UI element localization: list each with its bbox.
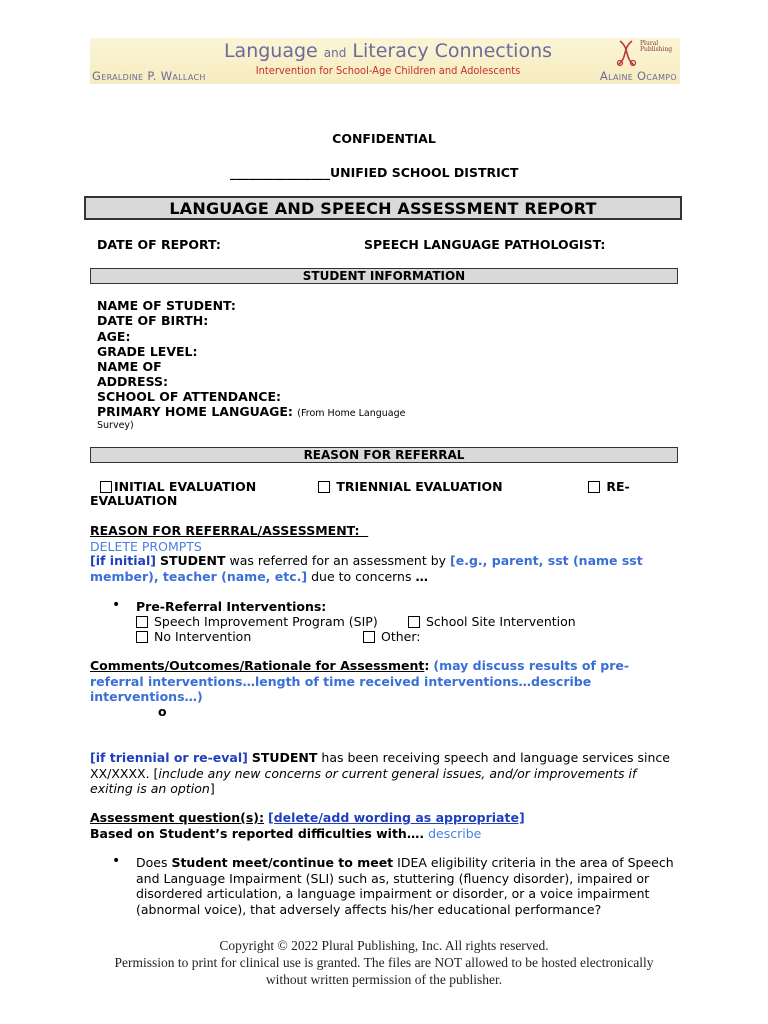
bullet: • (112, 853, 121, 869)
sip-option[interactable] (136, 614, 378, 629)
primary-language-note: (From Home Language (297, 408, 406, 419)
banner-subtitle: Intervention for School-Age Children and Adolescents (255, 64, 521, 77)
student-field: NAME OF STUDENT: (97, 298, 236, 313)
date-of-report-label: DATE OF REPORT: (97, 237, 221, 252)
footer-line-2: Permission to print for clinical use is granted. The files are NOT allowed to be hosted electronically (114, 955, 654, 970)
reason-for-referral-header: REASON FOR REFERRAL (90, 447, 678, 463)
school-site-checkbox[interactable] (408, 616, 420, 628)
initial-evaluation-checkbox[interactable] (100, 481, 112, 493)
no-intervention-checkbox[interactable] (136, 631, 148, 643)
header-banner (90, 38, 680, 84)
no-intervention-label: No Intervention (153, 629, 252, 644)
district-line: ________________UNIFIED SCHOOL DISTRICT (230, 165, 519, 180)
school-site-label: School Site Intervention (425, 614, 576, 629)
sip-label: Speech Improvement Program (SIP) (153, 614, 378, 629)
student-field: GRADE LEVEL: (97, 344, 198, 359)
sip-checkbox[interactable] (136, 616, 148, 628)
pre-referral-heading: Pre-Referral Interventions: (136, 599, 327, 614)
logo-line-2: Publishing (640, 46, 673, 53)
report-title: LANGUAGE AND SPEECH ASSESSMENT REPORT (84, 196, 682, 220)
re-evaluation-label-cont: EVALUATION (90, 493, 178, 508)
delete-prompts: DELETE PROMPTS (90, 539, 202, 554)
student-field: NAME OF (97, 359, 162, 374)
other-checkbox[interactable] (363, 631, 375, 643)
other-label: Other: (380, 629, 421, 644)
student-field: SCHOOL OF ATTENDANCE: (97, 389, 281, 404)
student-field: DATE OF BIRTH: (97, 313, 209, 328)
comments-paragraph: Comments/Outcomes/Rationale for Assessment: (may discuss results of pre- referral interventions…length of time received interventions…describe interventions…) (90, 658, 630, 704)
initial-evaluation-option[interactable] (100, 479, 256, 494)
primary-language-note-cont: Survey) (97, 420, 134, 431)
slp-label: SPEECH LANGUAGE PATHOLOGIST: (364, 237, 606, 252)
assessment-questions: Assessment question(s): [delete/add wording as appropriate] Based on Student’s reported difficulties with…. describe (90, 810, 525, 841)
student-field: AGE: (97, 329, 131, 344)
no-intervention-option[interactable] (136, 629, 251, 644)
bullet: • (112, 597, 121, 613)
footer-line-1: Copyright © 2022 Plural Publishing, Inc. All rights reserved. (219, 938, 549, 953)
banner-author-right: Alaine Ocampo (599, 69, 677, 83)
re-evaluation-option[interactable] (588, 479, 630, 494)
banner-title: Language and Literacy Connections (223, 40, 553, 62)
copyright-footer (100, 937, 668, 988)
footer-line-3: without written permission of the publisher. (265, 972, 503, 987)
triennial-evaluation-label: TRIENNIAL EVALUATION (336, 479, 503, 494)
publisher-logo (614, 39, 676, 67)
sub-bullet: o (158, 704, 167, 719)
school-site-option[interactable] (408, 614, 576, 629)
initial-evaluation-label: INITIAL EVALUATION (114, 479, 257, 494)
initial-referral-paragraph: [if initial] STUDENT was referred for an assessment by [e.g., parent, sst (name sst member), teacher (name, etc.] due to concerns … (90, 553, 643, 584)
re-evaluation-label: RE- (606, 479, 630, 494)
primary-home-language-field (97, 404, 406, 419)
student-field: ADDRESS: (97, 374, 169, 389)
confidential-label: CONFIDENTIAL (332, 131, 436, 146)
student-information-header: STUDENT INFORMATION (90, 268, 678, 284)
triennial-evaluation-checkbox[interactable] (318, 481, 330, 493)
triennial-evaluation-option[interactable] (318, 479, 503, 494)
triennial-paragraph: [if triennial or re-eval] STUDENT has been receiving speech and language services since XX/XXXX. [include any new concerns or current general issues, and/or improvements if exiting is an option] (90, 750, 670, 796)
reason-assessment-heading: REASON FOR REFERRAL/ASSESSMENT: (90, 523, 360, 538)
re-evaluation-checkbox[interactable] (588, 481, 600, 493)
banner-author-left: Geraldine P. Wallach (92, 69, 206, 83)
other-option[interactable] (363, 629, 420, 644)
scissors-ribbon-icon (614, 39, 640, 67)
primary-language-label: PRIMARY HOME LANGUAGE: (97, 404, 293, 419)
logo-line-1: Plural (640, 40, 659, 47)
eligibility-question: Does Student meet/continue to meet IDEA eligibility criteria in the area of Speech and Language Impairment (SLI) such as, stuttering (fluency disorder), impaired or disordered articulation, a language impairment or disorder, or a voice impairment (abnormal voice), that adversely affects his/her educational performance? (136, 855, 674, 917)
